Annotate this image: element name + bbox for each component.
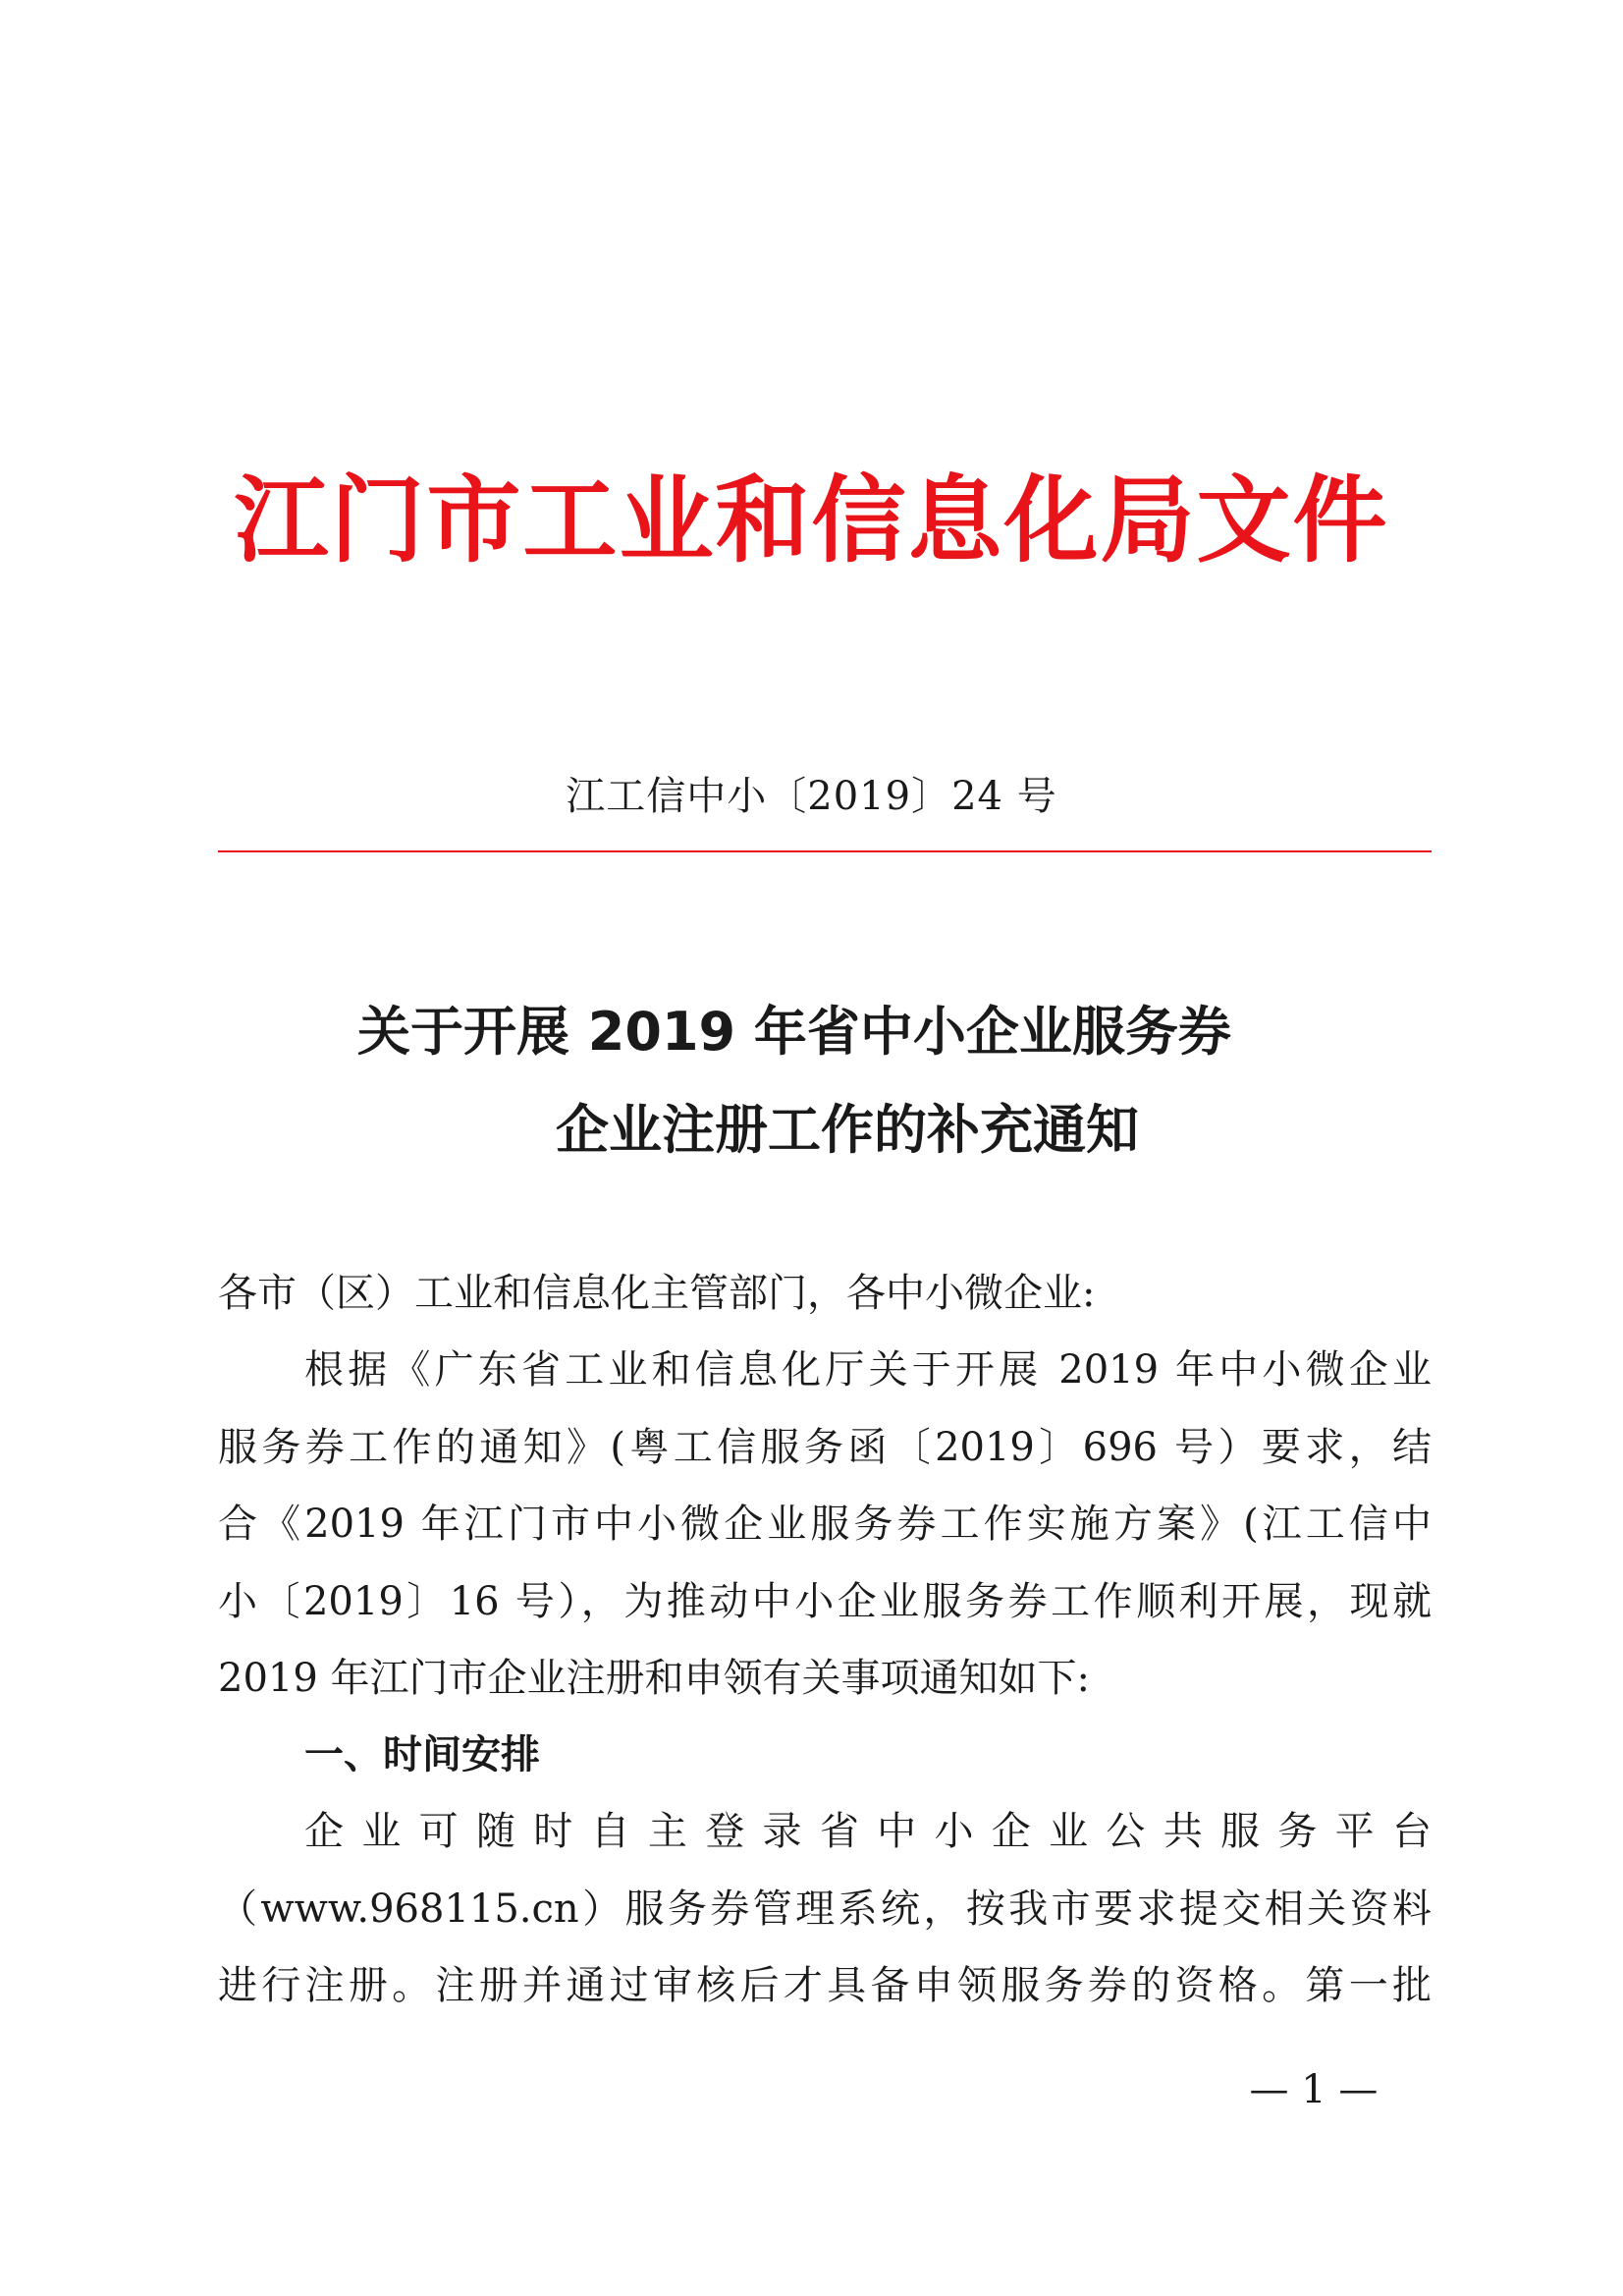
paragraph-line: 小〔2019〕16 号），为推动中小企业服务券工作顺利开展，现就 [218,1578,1432,1624]
document-masthead: 江门市工业和信息化局文件 [234,465,1389,575]
paragraph-line: 企业可随时自主登录省中小企业公共服务平台 [304,1809,1432,1854]
paragraph-line: 2019 年江门市企业注册和申领有关事项通知如下: [218,1656,1090,1701]
document-title-line-2: 企业注册工作的补充通知 [556,1099,1139,1161]
document-number: 江工信中小〔2019〕24 号 [566,774,1057,819]
body-paragraph-2 [218,1793,1432,2025]
paragraph-line: 根据《广东省工业和信息化厅关于开展 2019 年中小微企业 [304,1347,1432,1393]
red-divider-line [218,850,1432,852]
paragraph-line: 合《2019 年江门市中小微企业服务券工作实施方案》(江工信中 [218,1502,1432,1547]
paragraph-line: 进行注册。注册并通过审核后才具备申领服务券的资格。第一批 [218,1963,1432,2008]
paragraph-line: 服务券工作的通知》(粤工信服务函〔2019〕696 号）要求，结 [218,1424,1432,1470]
salutation [218,1255,1432,1333]
body-paragraph-1 [218,1332,1432,1718]
paragraph-line: （www.968115.cn）服务券管理系统，按我市要求提交相关资料 [218,1886,1432,1932]
salutation-text: 各市（区）工业和信息化主管部门，各中小微企业: [218,1271,1096,1316]
section-heading-time-schedule: 一、时间安排 [304,1732,540,1777]
page-number: — 1 — [1249,2067,1379,2112]
document-title-line-1: 关于开展 2019 年省中小企业服务券 [357,1001,1231,1063]
